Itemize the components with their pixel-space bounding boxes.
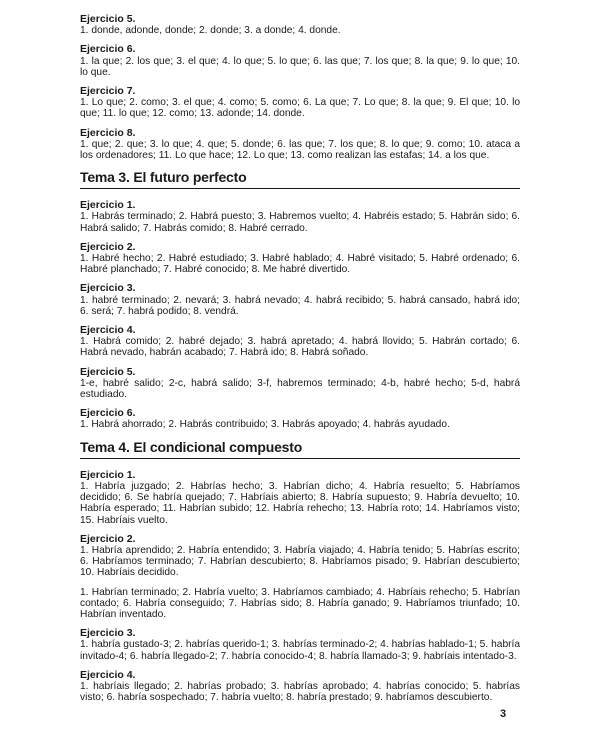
section-heading-tema-3: Tema 3. El futuro perfecto: [80, 169, 520, 189]
exercise-title: Ejercicio 6.: [80, 407, 136, 420]
exercise-block: [80, 628, 520, 662]
exercise-title: Ejercicio 3.: [80, 627, 136, 640]
exercise-answers: 1. habré terminado; 2. nevará; 3. habrá nevado; 4. habrá recibido; 5. habrá cansado, habrá ido; 6. será; 7. habrá podido; 8. vendrá.: [80, 294, 520, 317]
exercise-answers: 1. donde, adonde, donde; 2. donde; 3. a donde; 4. donde.: [80, 25, 341, 37]
exercise-answers: 1. Habría aprendido; 2. Habría entendido; 3. Habría viajado; 4. Habría tenido; 5. Habrías escrito; 6. Habríamos terminado; 7. Habrían descubierto; 8. Habríamos pisado; 9. Habrían descubierto; 10. Habríais decidido.: [80, 544, 520, 579]
exercise-answers: 1. Habré hecho; 2. Habré estudiado; 3. Habré hablado; 4. Habré visitado; 5. Habré ordenado; 6. Habré planchado; 7. Habré conocido; 8. Me habré divertido.: [80, 253, 520, 276]
page-content: [80, 14, 520, 703]
exercise-title: Ejercicio 8.: [80, 126, 136, 139]
section-heading-tema-4: Tema 4. El condicional compuesto: [80, 439, 520, 459]
exercise-answers: 1. Habrás terminado; 2. Habrá puesto; 3. Habremos vuelto; 4. Habréis estado; 5. Habrán sido; 6. Habrá salido; 7. Habrás comido; 8. Habré cerrado.: [80, 211, 520, 234]
exercise-block: [80, 128, 520, 162]
exercise-block: [80, 283, 520, 317]
exercise-title: Ejercicio 1.: [80, 199, 136, 212]
exercise-title: Ejercicio 5.: [80, 365, 136, 378]
exercise-block: [80, 44, 520, 78]
exercise-answers: 1. Habría juzgado; 2. Habrías hecho; 3. Habrían dicho; 4. Habría resuelto; 5. Habríamos decidido; 6. Se habría quejado; 7. Habríais abierto; 8. Habría supuesto; 9. Habría devuelto; 10. Habría esperado; 11. Habrían subido; 12. Habría rehecho; 13. Habría roto; 14. Habríamos visto; 15. Habríais vuelto.: [80, 480, 520, 526]
exercise-block: [80, 86, 520, 120]
exercise-title: Ejercicio 4.: [80, 668, 136, 681]
exercise-answers: 1. habría gustado-3; 2. habrías querido-1; 3. habrías terminado-2; 4. habrías hablado-1; 5. habría invitado-4; 6. habría llegado-2; 7. habría conocido-4; 8. habría llamado-3; 9. habríais intentado-3.: [80, 639, 520, 662]
exercise-answers: 1. que; 2. que; 3. lo que; 4. que; 5. donde; 6. las que; 7. los que; 8. lo que; 9. como; 10. ataca a los ordenadores; 11. Lo que hace; 12. Lo que; 13. como realizan las estafas; 14. a los que.: [80, 138, 520, 162]
exercise-block: [80, 367, 520, 401]
exercise-title: Ejercicio 2.: [80, 532, 136, 545]
exercise-block: [80, 200, 520, 234]
exercise-block: [80, 14, 520, 36]
exercise-title: Ejercicio 3.: [80, 282, 136, 295]
exercise-block: [80, 242, 520, 276]
exercise-answers: 1. Habrían terminado; 2. Habría vuelto; 3. Habríamos cambiado; 4. Habríais rehecho; 5. Habrían contado; 6. Habría conseguido; 7. Habrías sido; 8. Habría ganado; 9. Habríamos triunfado; 10. Habrían inventado.: [80, 586, 520, 620]
exercise-title: Ejercicio 5.: [80, 13, 136, 25]
exercise-answers: 1. Habrá comido; 2. habré dejado; 3. habrá apretado; 4. habrá llovido; 5. Habrán cortado; 6. Habrá nevado, habrán acabado; 7. Habrá ido; 8. Habrá soñado.: [80, 336, 520, 359]
exercise-block: [80, 408, 520, 430]
exercise-block: [80, 325, 520, 359]
exercise-title: Ejercicio 2.: [80, 240, 136, 253]
exercise-title: Ejercicio 7.: [80, 85, 136, 98]
exercise-answers: 1. habríais llegado; 2. habrías probado; 3. habrías aprobado; 4. habrías conocido; 5. habrías visto; 6. habría sospechado; 7. habría vuelto; 8. habría prestado; 9. habríamos descubierto.: [80, 680, 520, 704]
exercise-block: [80, 534, 520, 579]
exercise-block: [80, 587, 520, 621]
exercise-title: Ejercicio 4.: [80, 324, 136, 337]
exercise-answers: 1. Habrá ahorrado; 2. Habrás contribuido; 3. Habrás apoyado; 4. habrás ayudado.: [80, 419, 450, 431]
exercise-title: Ejercicio 6.: [80, 43, 136, 56]
exercise-block: [80, 470, 520, 526]
exercise-title: Ejercicio 1.: [80, 468, 136, 481]
exercise-block: [80, 670, 520, 704]
exercise-answers: 1. la que; 2. los que; 3. el que; 4. lo que; 5. lo que; 6. las que; 7. los que; 8. la que; 9. lo que; 10. lo que.: [80, 55, 520, 78]
exercise-answers: 1. Lo que; 2. como; 3. el que; 4. como; 5. como; 6. La que; 7. Lo que; 8. la que; 9. El que; 10. lo que; 11. lo que; 12. como; 13. adonde; 14. donde.: [80, 97, 520, 120]
exercise-answers: 1-e, habré salido; 2-c, habrá salido; 3-f, habremos terminado; 4-b, habré hecho; 5-d, habrá estudiado.: [80, 377, 520, 401]
page-number: 3: [500, 708, 507, 720]
